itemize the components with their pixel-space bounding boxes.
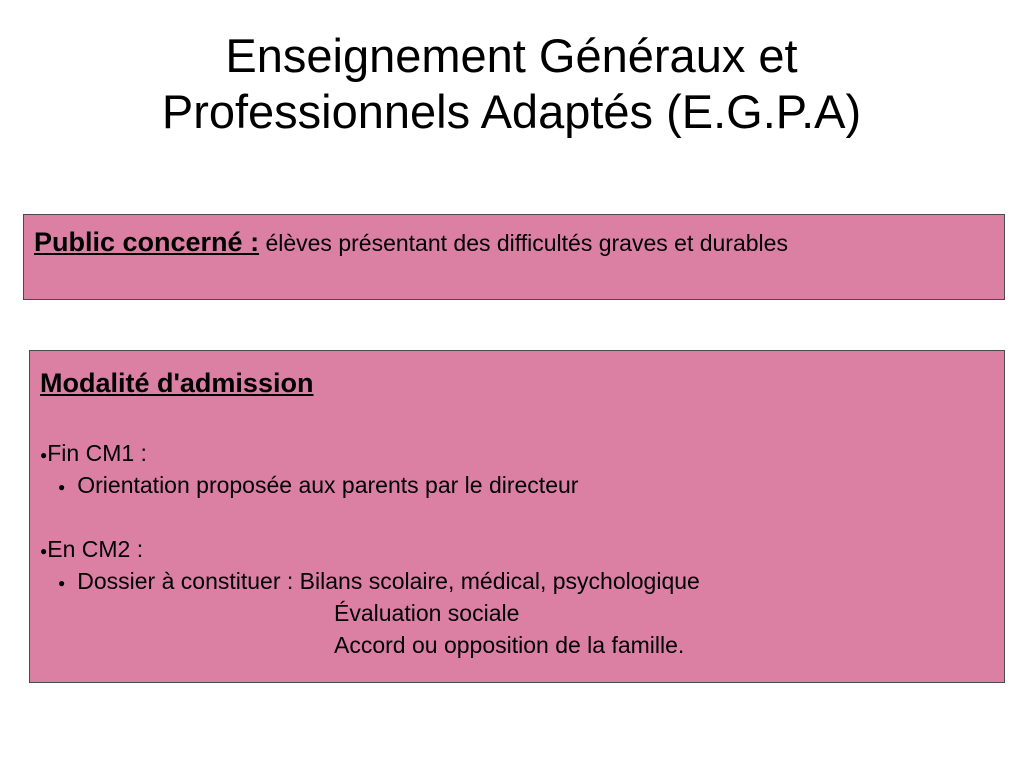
admission-heading: Modalité d'admission [40, 368, 314, 398]
sub-item-orientation [40, 469, 994, 501]
public-heading: Public concerné : [34, 227, 260, 257]
bullet-icon: ● [40, 447, 48, 462]
continuation-accord: Accord ou opposition de la famille. [334, 632, 685, 658]
list-item-en-cm2 [40, 533, 994, 565]
title-line-1: Enseignement Généraux et [225, 29, 798, 82]
bullet-icon: ● [58, 479, 66, 494]
title-line-2: Professionnels Adaptés (E.G.P.A) [161, 85, 862, 138]
item1-label: Fin CM1 : [47, 440, 147, 466]
spacer [40, 401, 994, 437]
item2-sub: Dossier à constituer : Bilans scolaire, médical, psychologique [77, 568, 700, 594]
bullet-icon: ● [58, 575, 66, 590]
bullet-icon: ● [40, 543, 48, 558]
list-item-fin-cm1 [40, 437, 994, 469]
slide-title [0, 28, 1023, 140]
public-concerne-box [23, 214, 1005, 300]
item2-label: En CM2 : [47, 536, 144, 562]
continuation-evaluation: Évaluation sociale [334, 600, 520, 626]
item1-sub: Orientation proposée aux parents par le directeur [77, 472, 579, 498]
public-text: élèves présentant des difficultés graves et durables [259, 230, 788, 256]
sub-item-dossier [40, 565, 994, 597]
admission-box [29, 350, 1005, 683]
spacer [40, 501, 994, 533]
